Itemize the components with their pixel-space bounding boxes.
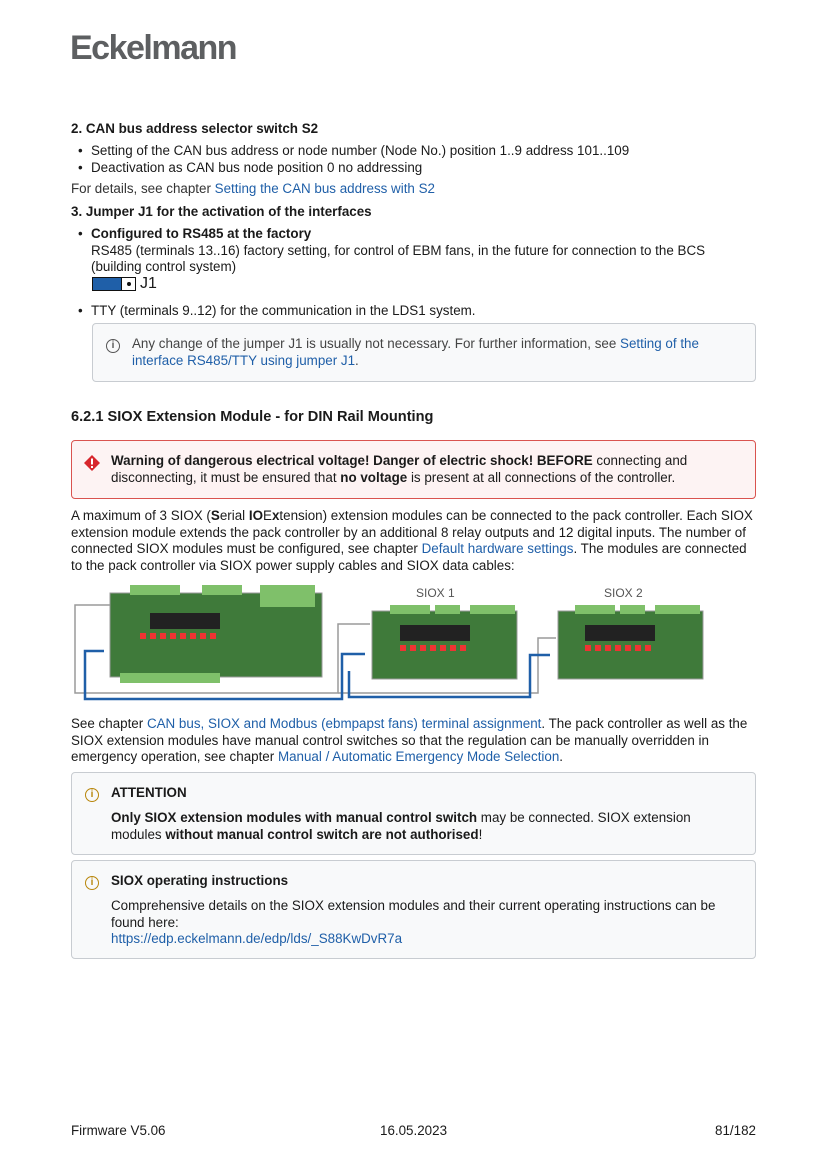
warning-diamond-icon xyxy=(84,455,100,471)
list-item: • Setting of the CAN bus address or node number (Node No.) position 1..9 address 101..109 xyxy=(78,143,758,160)
list-item: • TTY (terminals 9..12) for the communication in the LDS1 system. xyxy=(78,303,758,320)
details-line: For details, see chapter Setting the CAN bus address with S2 xyxy=(71,181,435,196)
siox-instructions-box: i SIOX operating instructions Comprehensive details on the SIOX extension modules and their current operating instructions can be found here: https://edp.eckelmann.de/edp/lds/_S88KwDvR7a xyxy=(71,860,756,959)
warning-box: Warning of dangerous electrical voltage! Danger of electric shock! BEFORE connecting and disconnecting, it must be ensured that no voltage is present at all connections of the controller. xyxy=(71,440,756,499)
siox-2-label: SIOX 2 xyxy=(604,586,643,600)
attention-title: ATTENTION xyxy=(111,785,187,800)
link-siox-instructions[interactable]: https://edp.eckelmann.de/edp/lds/_S88KwDvR7a xyxy=(111,931,403,947)
footer-date: 16.05.2023 xyxy=(380,1123,448,1138)
siox-info-title: SIOX operating instructions xyxy=(111,873,289,888)
section-heading: 6.2.1 SIOX Extension Module - for DIN Rail Mounting xyxy=(71,409,434,425)
list-item: • Configured to RS485 at the factory RS485 (terminals 13..16) factory setting, for control of EBM fans, in the future for connection to the BCS (building control system) xyxy=(78,226,758,276)
jumper-j1-figure: J1 xyxy=(92,276,157,293)
footer-firmware: Firmware V5.06 xyxy=(71,1123,166,1138)
pack-controller-board xyxy=(110,585,322,683)
list-item: • Deactivation as CAN bus node position 0 no addressing xyxy=(78,160,758,177)
jumper-icon xyxy=(92,277,136,291)
link-emergency-mode[interactable]: Manual / Automatic Emergency Mode Selection xyxy=(277,749,560,765)
link-terminal-assignment[interactable]: CAN bus, SIOX and Modbus (ebmpapst fans) terminal assignment xyxy=(146,716,542,731)
footer-page-number: 81/182 xyxy=(715,1123,756,1138)
info-icon: i xyxy=(106,339,120,353)
siox-paragraph: A maximum of 3 SIOX (Serial IOExtension) extension modules can be connected to the pack controller. Each SIOX extension module extends the pack controller by an additional 8 relay outputs and 12 digital inputs. The number of connected SIOX modules must be configured, see chapter Default hardware settings. The modules are connected to the pack controller via SIOX power supply cables and SIOX data cables: xyxy=(71,508,753,574)
link-default-hardware[interactable]: Default hardware settings xyxy=(421,541,574,557)
s2-heading: 2. CAN bus address selector switch S2 xyxy=(71,121,319,136)
info-icon: i xyxy=(85,788,99,802)
see-chapter-paragraph: See chapter CAN bus, SIOX and Modbus (ebmpapst fans) terminal assignment. The pack controller as well as the SIOX extension modules have manual control switches so that the regulation can be manually overridden in emergency operation, see chapter Manual / Automatic Emergency Mode Selection. xyxy=(71,716,748,765)
attention-box: i ATTENTION Only SIOX extension modules with manual control switch may be connected. SIOX extension modules without manual control switch are not authorised! xyxy=(71,772,756,855)
link-can-address[interactable]: Setting the CAN bus address with S2 xyxy=(214,181,435,196)
info-box: i Any change of the jumper J1 is usually not necessary. For further information, see Setting of the interface RS485/TTY using jumper J1. xyxy=(92,323,756,382)
s3-heading: 3. Jumper J1 for the activation of the interfaces xyxy=(71,204,372,219)
info-icon: i xyxy=(85,876,99,890)
siox-wiring-diagram xyxy=(70,583,760,701)
eckelmann-logo: Eckelmann xyxy=(70,29,237,67)
siox-1-board xyxy=(372,605,517,679)
link-jumper-j1[interactable]: Setting of the interface RS485/TTY using jumper J1 xyxy=(132,336,699,368)
siox-2-board xyxy=(558,605,703,679)
siox-1-label: SIOX 1 xyxy=(416,586,455,600)
